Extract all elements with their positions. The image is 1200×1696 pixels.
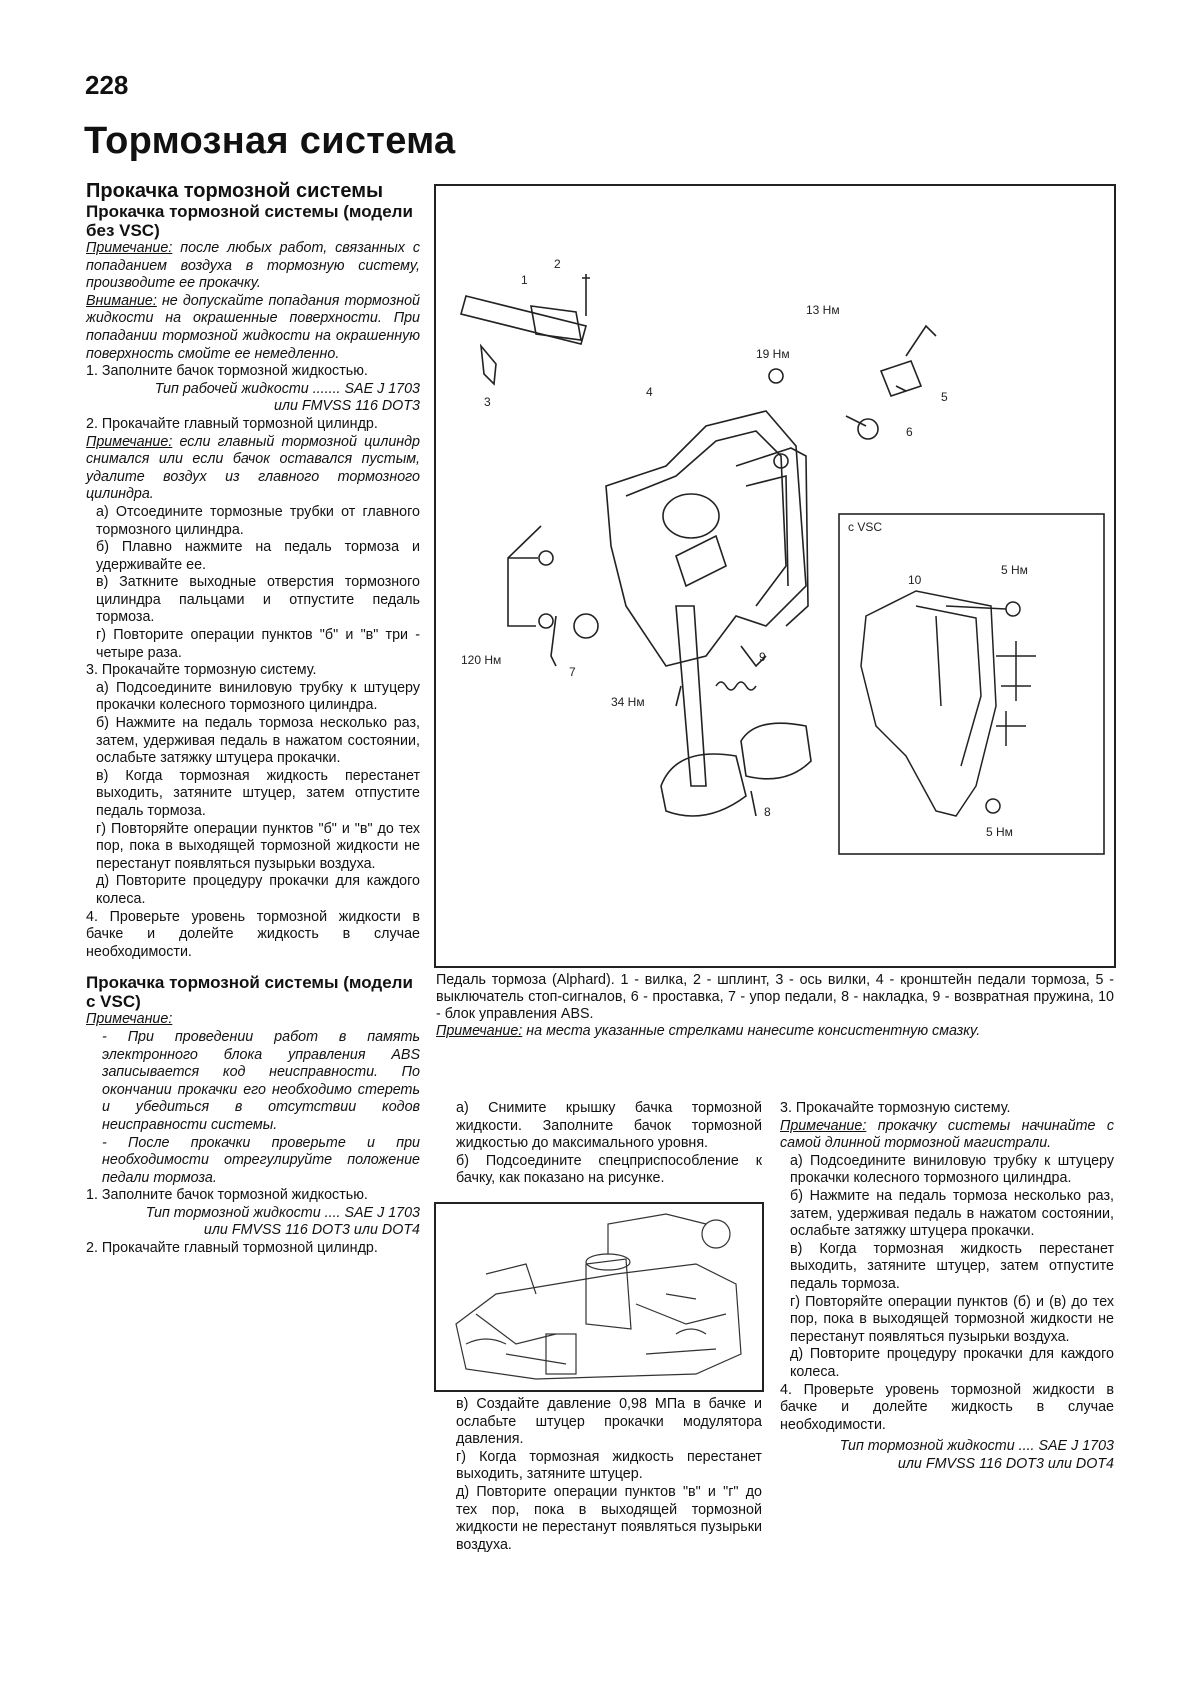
label-7: 7 (569, 665, 576, 679)
note (780, 1118, 1114, 1153)
figure-caption (436, 972, 1114, 1040)
vsc-label: с VSC (848, 520, 883, 534)
fluid-spec: Тип рабочей жидкости ....... SAE J 1703 (154, 380, 420, 397)
page-title: Тормозная система (84, 120, 456, 162)
note-label (86, 1011, 420, 1029)
substep-g: г) Повторите операции пунктов "б" и "в" три - четыре раза. (96, 627, 420, 661)
step-1: 1. Заполните бачок тормозной жидкостью. (86, 363, 368, 380)
substep-a: а) Подсоедините виниловую трубку к штуцеру прокачки колесного тормозного цилиндра. (790, 1152, 1114, 1187)
caption-note (436, 1023, 1114, 1040)
note-item: - После прокачки проверьте и при необходимости отрегулируйте положение педали тормоза. (102, 1134, 420, 1186)
fluid-spec: Тип тормозной жидкости .... SAE J 1703 (839, 1438, 1114, 1455)
note-label: Примечание: (86, 240, 173, 256)
substep-v: в) Когда тормозная жидкость перестанет выходить, затяните штуцер, затем отпустите педаль тормоза. (790, 1240, 1114, 1292)
substep-b: б) Плавно нажмите на педаль тормоза и удерживайте ее. (96, 539, 420, 573)
reservoir-cap (702, 1220, 730, 1248)
note (86, 240, 420, 293)
label-6: 6 (906, 425, 913, 439)
note-text: если главный тормозной цилиндр снимался или если бачок оставался пустым, удалите воздух из главного тормозного цилиндра. (86, 433, 420, 503)
spacer (858, 419, 878, 439)
note (86, 434, 420, 504)
brake-pedal-figure (434, 184, 1116, 968)
subsection-heading: Прокачка тормозной системы (модели с VSC) (86, 973, 413, 1012)
step-2: 2. Прокачайте главный тормозной цилиндр. (86, 1240, 378, 1257)
middle-column-lower (446, 1396, 762, 1554)
note-label: Примечание: (780, 1117, 867, 1134)
return-spring (716, 682, 756, 690)
substep-a: а) Подсоедините виниловую трубку к штуцеру прокачки колесного тормозного цилиндра. (96, 679, 420, 714)
label-4: 4 (646, 385, 653, 399)
substep-b: б) Подсоедините спецприспособление к бачку, как показано на рисунке. (456, 1152, 762, 1187)
step-1: 1. Заполните бачок тормозной жидкостью. (86, 1187, 368, 1204)
note-label: Примечание: (86, 433, 173, 450)
substep-v: в) Заткните выходные отверстия тормозного цилиндра пальцами и отпустите педаль тормоза. (96, 574, 420, 626)
step-2: 2. Прокачайте главный тормозной цилиндр. (86, 415, 378, 432)
torque-13: 13 Нм (806, 303, 840, 317)
step-3: 3. Прокачайте тормозную систему. (780, 1100, 1011, 1116)
pedal-pad (661, 754, 746, 816)
torque-5: 5 Нм (1001, 563, 1028, 577)
label-2: 2 (554, 257, 561, 271)
section-heading: Прокачка тормозной системы (86, 180, 384, 202)
label-3: 3 (484, 395, 491, 409)
substep-a: а) Снимите крышку бачка тормозной жидкости. Заполните бачок тормозной жидкостью до максимального уровня. (456, 1100, 762, 1152)
label-10: 10 (908, 573, 922, 587)
fluid-spec: Тип тормозной жидкости .... SAE J 1703 (145, 1204, 420, 1221)
substep-g: г) Повторяйте операции пунктов (б) и (в) до тех пор, пока в выходящей тормозной жидкости не перестанут появляться пузырьки воздуха. (790, 1293, 1114, 1345)
label-5: 5 (941, 390, 948, 404)
cotter-pin (582, 274, 590, 316)
left-column (86, 180, 420, 1258)
pad-cover (741, 723, 811, 779)
bleeder-tool-drawing (436, 1204, 762, 1390)
pedal-stop (574, 614, 598, 638)
subsection-heading: Прокачка тормозной системы (модели без VSC) (86, 202, 413, 240)
pedal-arm (676, 606, 706, 786)
stop-lamp-switch (881, 361, 921, 396)
page-number: 228 (85, 70, 129, 100)
substep-d: д) Повторите процедуру прокачки для каждого колеса. (790, 1346, 1114, 1380)
vsc-inset-frame (839, 514, 1104, 854)
substep-a: а) Отсоедините тормозные трубки от главного тормозного цилиндра. (96, 503, 420, 538)
note-text: на места указанные стрелками нанесите консистентную смазку. (522, 1023, 981, 1039)
bleeder-tool-figure (434, 1202, 764, 1392)
note-item: - При проведении работ в память электронного блока управления ABS записывается код неисправности. По окончании прокачки его необходимо стереть и убедиться в отсутствии кодов неисправности системы. (102, 1028, 420, 1133)
substep-g: г) Повторяйте операции пунктов "б" и "в" до тех пор, пока в выходящей тормозной жидкости не перестанут появляться пузырьки воздуха. (96, 820, 420, 872)
label-1: 1 (521, 273, 528, 287)
substep-v: в) Создайте давление 0,98 МПа в бачке и ослабьте штуцер прокачки модулятора давления. (456, 1396, 762, 1448)
torque-120: 120 Нм (461, 653, 502, 667)
label-8: 8 (764, 805, 771, 819)
substep-v: в) Когда тормозная жидкость перестанет выходить, затяните штуцер, затем отпустите педаль тормоза. (96, 767, 420, 819)
fork-rod (461, 296, 586, 344)
torque-34: 34 Нм (611, 695, 645, 709)
step-3: 3. Прокачайте тормозную систему. (86, 662, 317, 679)
fluid-spec-alt: или FMVSS 116 DOT3 или DOT4 (897, 1455, 1114, 1472)
substep-d: д) Повторите операции пунктов "в" и "г" до тех пор, пока в выходящей тормозной жидкости не перестанут появляться пузырьки воздуха. (456, 1483, 762, 1553)
note-text: после любых работ, связанных с попаданием воздуха в тормозную систему, производите ее прокачку. (86, 240, 420, 292)
brake-pedal-diagram (436, 186, 1114, 966)
substep-d: д) Повторите процедуру прокачки для каждого колеса. (96, 873, 420, 907)
warning-label: Внимание: (86, 292, 157, 309)
right-column (780, 1100, 1114, 1473)
substep-b: б) Нажмите на педаль тормоза несколько раз, затем, удерживая педаль в нажатом состоянии, ослабьте затяжку штуцера прокачки. (96, 715, 420, 767)
substep-g: г) Когда тормозная жидкость перестанет выходить, затяните штуцер. (456, 1448, 762, 1483)
note-label-text: Примечание: (86, 1011, 173, 1028)
torque-5: 5 Нм (986, 825, 1013, 839)
note-text: прокачку системы начинайте с самой длинной тормозной магистрали. (780, 1117, 1114, 1152)
step-4: 4. Проверьте уровень тормозной жидкости в бачке и долейте жидкость в случае необходимости. (780, 1381, 1114, 1433)
warning (86, 293, 420, 363)
note-label: Примечание: (436, 1023, 523, 1039)
step-4: 4. Проверьте уровень тормозной жидкости в бачке и долейте жидкость в случае необходимости. (86, 908, 420, 960)
fork-pin (481, 346, 496, 384)
substep-b: б) Нажмите на педаль тормоза несколько раз, затем, удерживая педаль в нажатом состоянии, ослабьте затяжку штуцера прокачки. (790, 1187, 1114, 1240)
warning-text: не допускайте попадания тормозной жидкости на окрашенные поверхности. При попадании тормозной жидкости на окрашенную поверхность смойте ее немедленно. (86, 292, 420, 362)
middle-column (446, 1100, 762, 1188)
fluid-spec-alt: или FMVSS 116 DOT3 (273, 398, 420, 415)
torque-19: 19 Нм (756, 347, 790, 361)
fluid-spec-alt: или FMVSS 116 DOT3 или DOT4 (203, 1222, 420, 1239)
caption-text: Педаль тормоза (Alphard). 1 - вилка, 2 - шплинт, 3 - ось вилки, 4 - кронштейн педали тормоза, 5 - выключатель стоп-сигналов, 6 - проставка, 7 - упор педали, 8 - накладка, 9 - возвратная пружина, 10 - блок управления ABS. (436, 972, 1114, 1022)
label-9: 9 (759, 650, 766, 664)
